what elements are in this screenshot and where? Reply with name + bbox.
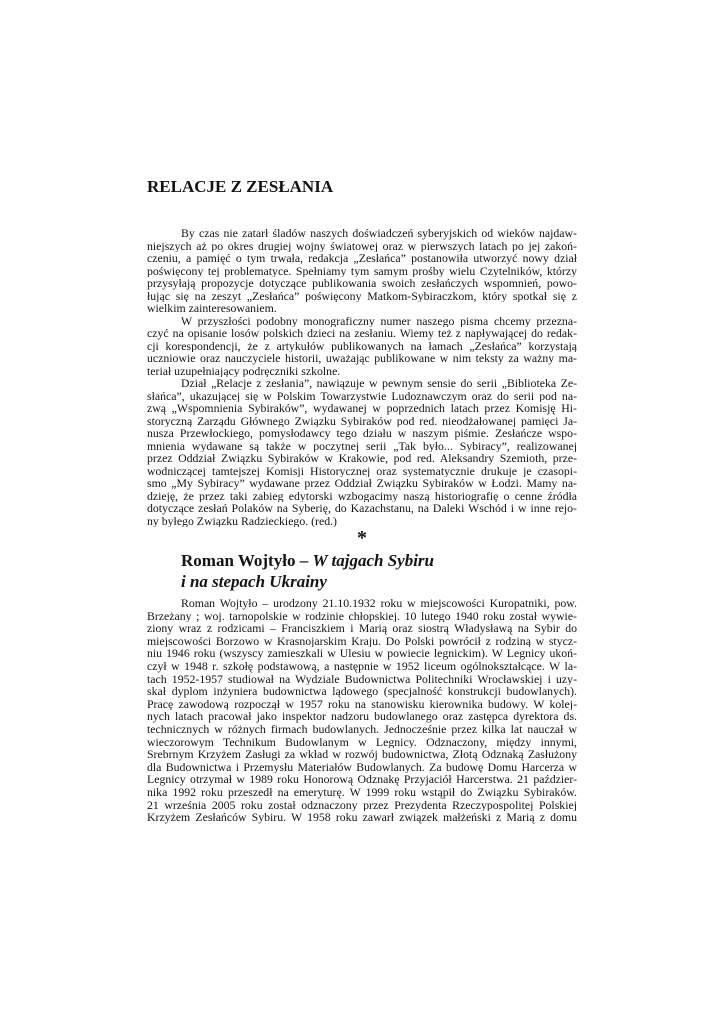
- text-line: skał dyplom inżyniera budownictwa lądowego (specjalność konstrukcji budowlanych).: [147, 685, 577, 698]
- text-line: Roman Wojtyło – urodzony 21.10.1932 roku w miejscowości Kuropatniki, pow.: [181, 597, 577, 610]
- text-line: nika 1992 roku przeszedł na emeryturę. W 1999 roku wstąpił do Związku Sybiraków.: [147, 785, 577, 799]
- text-line: wielkim zainteresowaniem.: [147, 302, 277, 315]
- paragraph: [147, 597, 577, 824]
- text-line: storyczną Zarządu Głównego Związku Sybiraków pod red. nieodżałowanej pamięci Ja-: [147, 414, 577, 427]
- text-line: Dział „Relacje z zesłania”, nawiązuje w pewnym sensie do serii „Biblioteka Ze-: [181, 377, 577, 390]
- text-line: miejscowości Borzowo w Krasnojarskim Kraju. Do Polski powrócił z rodziną w stycz-: [147, 634, 577, 648]
- text-line: czyć na opisanie losów polskich dzieci na zesłaniu. Wiemy też z napływającej do redak-: [147, 327, 577, 340]
- text-line: mnienia wydawane są także w poczytnej serii „Tak było... Sybiracy”, realizowanej: [147, 439, 577, 452]
- text-line: przysyłają propozycje dotyczące publikowania swoich zesłańczych wspomnień, powo-: [147, 277, 577, 290]
- text-line: Legnicy otrzymał w 1989 roku Honorową Odznakę Przyjaciół Harcerstwa. 21 paździer-: [147, 773, 577, 786]
- text-line: przez Oddział Związku Sybiraków w Krakowie, pod red. Aleksandry Szemioth, prze-: [147, 452, 577, 465]
- text-line: Srebrnym Krzyżem Zasługi za wkład w rozwój budownictwa, Złotą Odznaką Zasłużony: [147, 748, 577, 761]
- text-line: nych latach pracował jako inspektor nadzoru budowlanego oraz zastępca dyrektora ds.: [147, 710, 577, 723]
- text-line: wodniczącej tamtejszej Komisji Historycznej oraz systematycznie drukuje je czasopi-: [147, 464, 577, 477]
- text-line: poświęcony tej problematyce. Spełniamy tym samym prośby wielu Czytelników, którzy: [147, 264, 577, 277]
- text-line: ny byłego Związku Radzieckiego. (red.): [147, 514, 337, 527]
- text-line: W przyszłości podobny monograficzny numer naszego pisma chcemy przezna-: [181, 314, 577, 327]
- text-line: niejszych aż po okres drugiej wojny światowej oraz w pierwszych latach po jej zakoń-: [147, 239, 577, 252]
- text-line: łując się na zeszyt „Zesłańca” poświęcony Matkom-Sybiraczkom, który spotkał się z: [147, 289, 577, 302]
- text-line: Krzyżem Zesłańców Sybiru. W 1958 roku zawarł związek małżeński z Marią z domu: [147, 811, 577, 824]
- paragraph: [147, 315, 577, 378]
- text-line: ziony wraz z rodzicami – Franciszkiem i Marią oraz siostrą Władysławą na Sybir do: [147, 622, 577, 635]
- text-line: smo „My Sybiracy” wydawane przez Oddział Związku Sybiraków w Łodzi. Mamy na-: [147, 477, 577, 490]
- text-line: słańca”, ukazującej się w Polskim Towarzystwie Ludoznawczym oraz do serii pod na-: [147, 389, 577, 402]
- text-line: Pracę zawodową rozpoczął w 1957 roku na stanowisku kierownika budowy. W kolej-: [147, 697, 577, 711]
- text-line: nusza Przewłockiego, pomysłodawcy tego działu w naszym piśmie. Zesłańcze wspo-: [147, 427, 577, 440]
- article-heading-line-1: [181, 550, 434, 571]
- text-line: uczniowie oraz nauczyciele historii, uważając publikowane w nim teksty za ważny ma-: [147, 352, 577, 365]
- paragraph: [147, 227, 577, 315]
- text-line: dotyczące zesłań Polaków na Syberię, do Kazachstanu, na Daleki Wschód i w inne rejo-: [147, 502, 577, 515]
- text-line: technicznych w różnych firmach budowlanych. Jednocześnie przez kilka lat nauczał w: [147, 722, 577, 736]
- section-separator: *: [357, 527, 367, 549]
- intro-text: [147, 227, 577, 527]
- text-line: cji korespondencji, że z artykułów publikowanych na łamach „Zesłańca” korzystają: [147, 339, 577, 352]
- article-title-part-2: i na stepach Ukrainy: [181, 572, 327, 591]
- article-heading: [181, 550, 434, 592]
- text-line: 21 września 2005 roku został odznaczony przez Prezydenta Rzeczypospolitej Polskiej: [147, 798, 577, 812]
- paragraph: [147, 377, 577, 527]
- text-line: czeniu, a pamięć o tym trwała, redakcja „Zesłańca” postanowiła utworzyć nowy dział: [147, 252, 577, 265]
- text-line: Brzeżany ; woj. tarnopolskie w rodzinie chłopskiej. 10 lutego 1940 roku został wywie-: [147, 609, 577, 623]
- article-title-part-1: W tajgach Sybiru: [312, 551, 435, 570]
- text-line: niu 1946 roku (wszyscy zamieszkali w Ulesiu w powiecie legnickim). W Legnicy ukoń-: [147, 647, 577, 660]
- section-title: RELACJE Z ZESŁANIA: [147, 177, 334, 196]
- text-line: dzieję, że przez taki zabieg edytorski wzbogacimy naszą historiografię o cenne źródła: [147, 489, 577, 502]
- text-line: teriał uzupełniający podręczniki szkolne.: [147, 364, 341, 377]
- article-author: Roman Wojtyło: [181, 551, 296, 570]
- text-line: zwą „Wspomnienia Sybiraków”, wydawanej w poprzednich latach przez Komisję Hi-: [147, 402, 577, 415]
- article-text: [147, 597, 577, 824]
- text-line: wieczorowym Technikum Budowlanym w Legnicy. Odznaczony, między innymi,: [147, 735, 577, 749]
- heading-dash: –: [299, 551, 309, 570]
- text-line: dla Budownictwa i Przemysłu Materiałów Budowlanych. Za budowę Domu Harcerza w: [147, 760, 577, 774]
- text-line: tach 1952-1957 studiował na Wydziale Budownictwa Politechniki Wrocławskiej i uzy-: [147, 672, 577, 686]
- text-line: By czas nie zatarł śladów naszych doświadczeń syberyjskich od wieków najdaw-: [181, 227, 577, 240]
- text-line: czył w 1948 r. szkołę podstawową, a następnie w 1952 liceum ogólnokształcące. W la-: [147, 659, 577, 673]
